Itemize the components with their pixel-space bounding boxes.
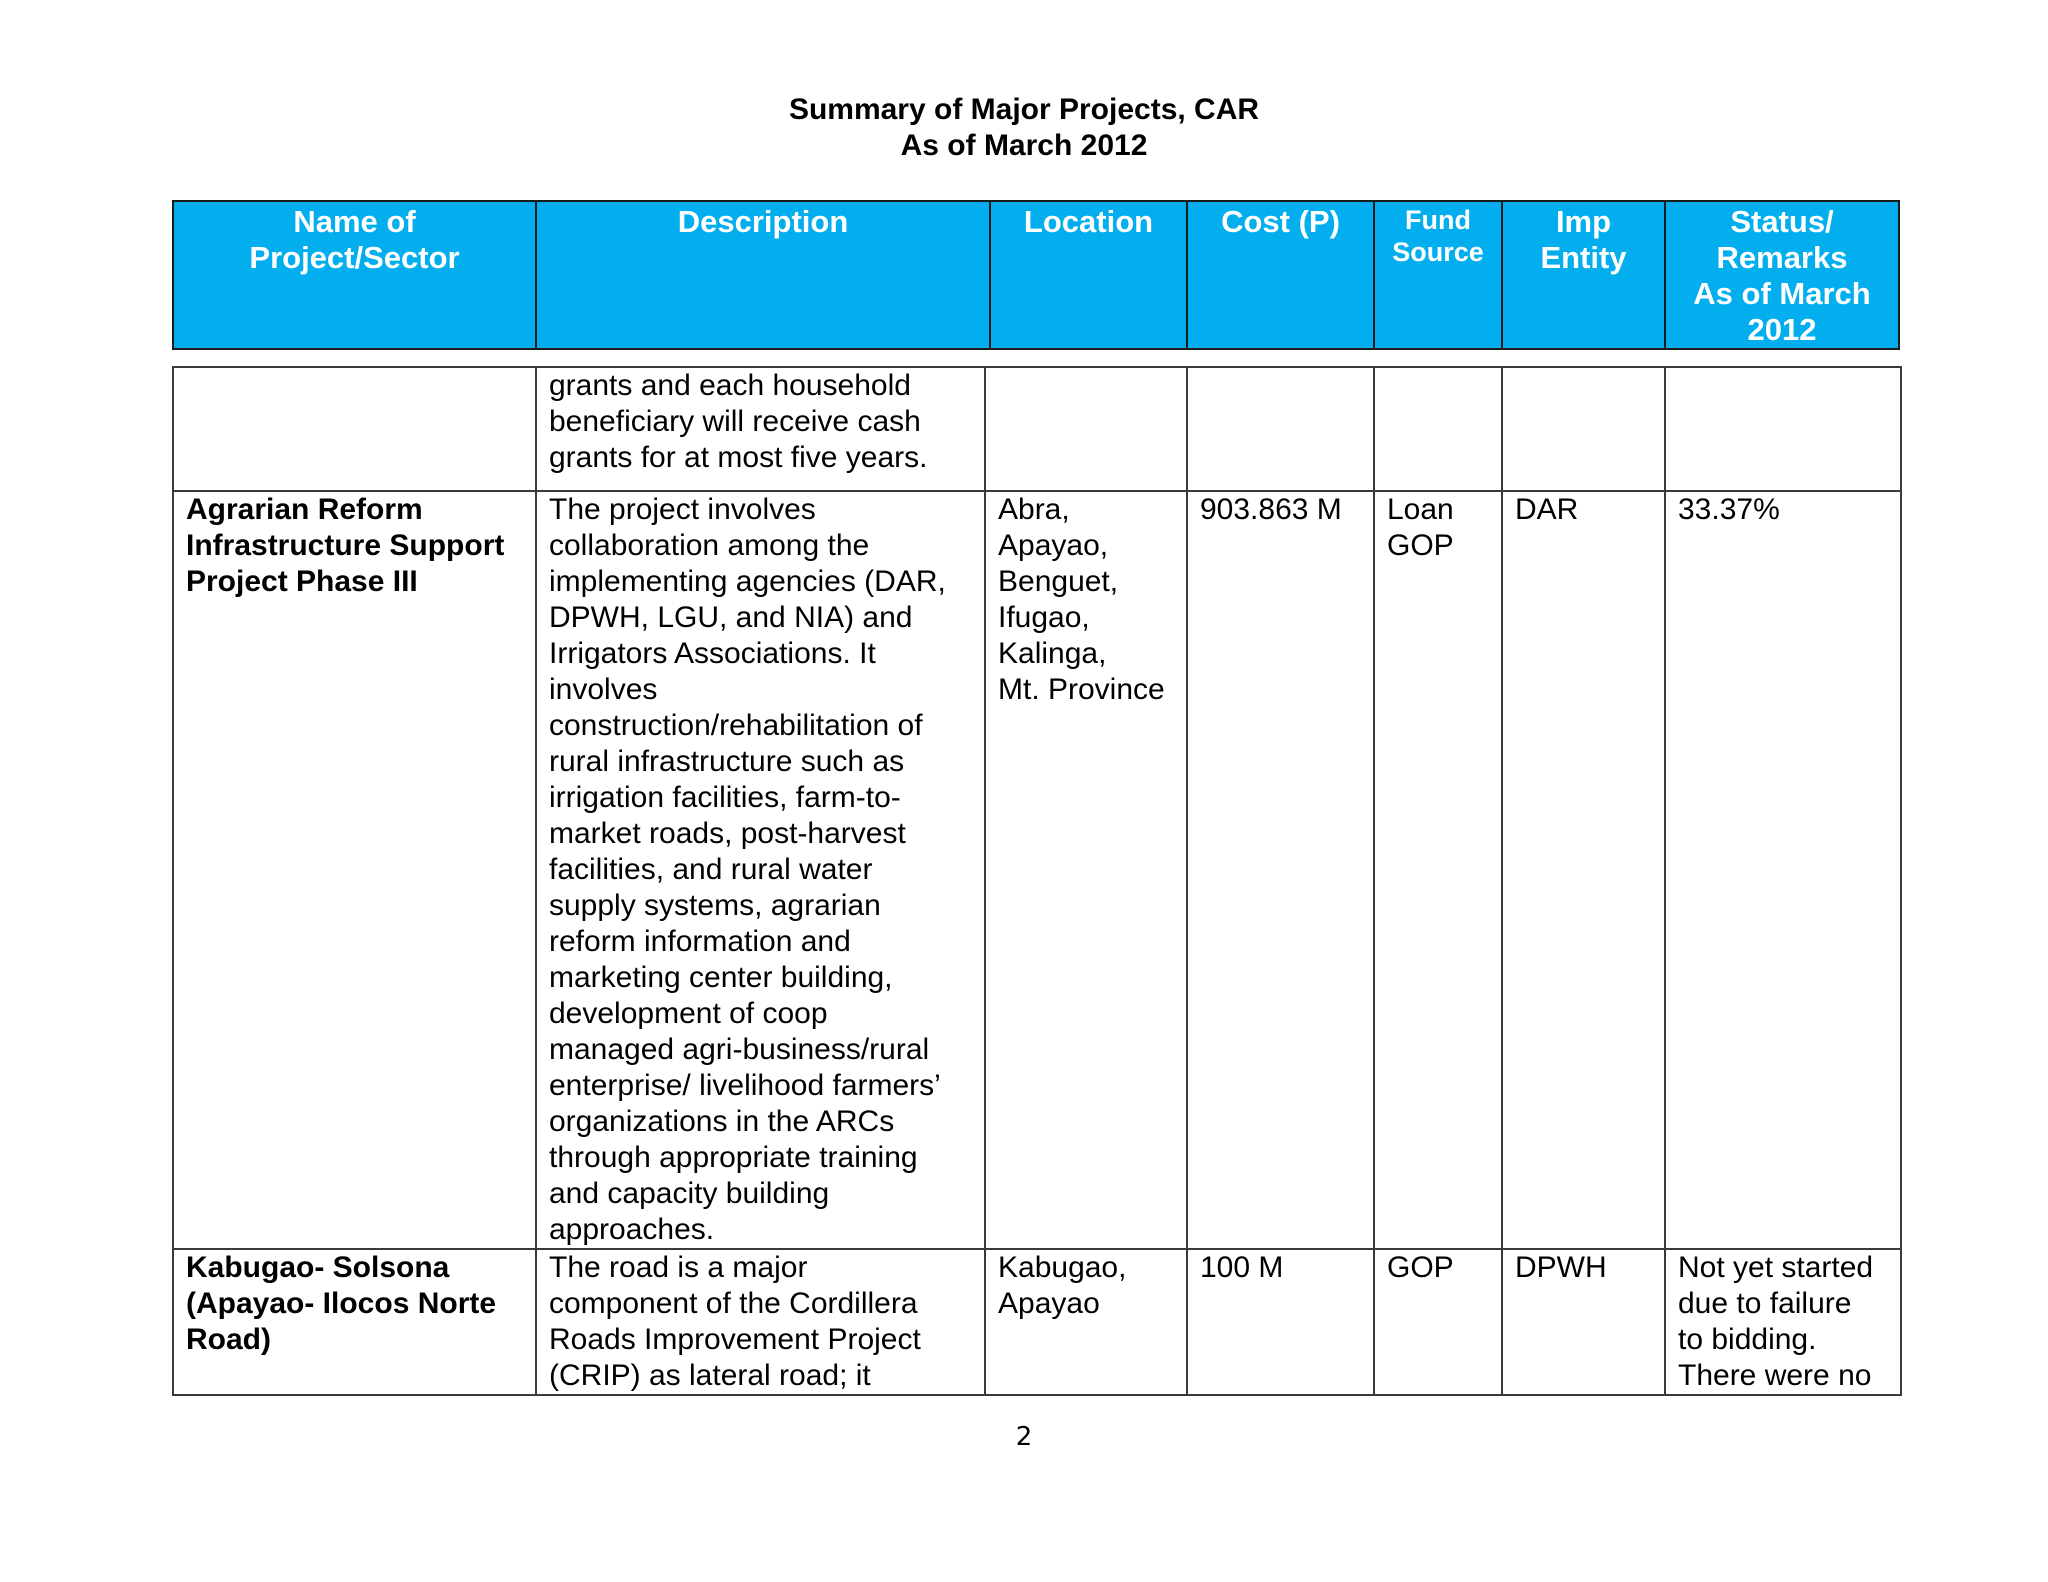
cell-description (536, 491, 985, 1249)
cell-line: to bidding. (1678, 1323, 1817, 1356)
cell-line: development of coop (549, 997, 828, 1030)
cell-line: 100 M (1200, 1251, 1284, 1284)
cell-cost (1187, 491, 1374, 1249)
cell-line: Kabugao, (998, 1251, 1127, 1284)
cell-name (173, 367, 536, 491)
table-row (173, 491, 1901, 1249)
header-cost: Cost (P) (1187, 201, 1374, 349)
cell-status (1665, 1249, 1901, 1395)
cell-status (1665, 367, 1901, 491)
cell-line: due to failure (1678, 1287, 1852, 1320)
cell-entity (1502, 491, 1665, 1249)
cell-line: managed agri-business/rural (549, 1033, 930, 1066)
cell-status (1665, 491, 1901, 1249)
header-name: Name of Project/Sector (173, 201, 536, 349)
page-number: 2 (1015, 1422, 1033, 1452)
header-imp-entity: Imp Entity (1502, 201, 1665, 349)
cell-line: component of the Cordillera (549, 1287, 918, 1320)
cell-location (985, 367, 1187, 491)
cell-description (536, 1249, 985, 1395)
cell-line: Mt. Province (998, 673, 1165, 706)
cell-cost (1187, 1249, 1374, 1395)
cell-name (173, 491, 536, 1249)
projects-table (172, 366, 1902, 1396)
cell-fund (1374, 367, 1502, 491)
cell-line: Kalinga, (998, 637, 1107, 670)
cell-line: Kabugao- Solsona (186, 1251, 450, 1284)
cell-line: Infrastructure Support (186, 529, 505, 562)
cell-line: Apayao (998, 1287, 1100, 1320)
cell-line: Irrigators Associations. It (549, 637, 876, 670)
cell-location (985, 491, 1187, 1249)
cell-line: irrigation facilities, farm-to- (549, 781, 901, 814)
cell-line: and capacity building (549, 1177, 830, 1210)
cell-line: Road) (186, 1323, 271, 1356)
cell-line: marketing center building, (549, 961, 893, 994)
cell-line: supply systems, agrarian (549, 889, 881, 922)
cell-line: Agrarian Reform (186, 493, 423, 526)
cell-line: grants and each household (549, 369, 911, 402)
header-description: Description (536, 201, 990, 349)
cell-fund (1374, 491, 1502, 1249)
cell-line: organizations in the ARCs (549, 1105, 895, 1138)
cell-line: collaboration among the (549, 529, 870, 562)
cell-name (173, 1249, 536, 1395)
title-line-2: As of March 2012 (900, 129, 1148, 162)
cell-description (536, 367, 985, 491)
cell-line: construction/rehabilitation of (549, 709, 923, 742)
cell-entity (1502, 1249, 1665, 1395)
header-status: Status/ Remarks As of March 2012 (1665, 201, 1899, 349)
cell-line: Benguet, (998, 565, 1119, 598)
cell-line: Roads Improvement Project (549, 1323, 921, 1356)
cell-line: market roads, post-harvest (549, 817, 906, 850)
cell-location (985, 1249, 1187, 1395)
table-row (173, 1249, 1901, 1395)
cell-fund (1374, 1249, 1502, 1395)
cell-line: through appropriate training (549, 1141, 918, 1174)
cell-line: 33.37% (1678, 493, 1780, 526)
header-fund-source: Fund Source (1374, 201, 1502, 349)
page-title (0, 92, 2048, 164)
cell-line: Not yet started (1678, 1251, 1874, 1284)
cell-line: enterprise/ livelihood farmers’ (549, 1069, 941, 1102)
cell-line: approaches. (549, 1213, 715, 1246)
cell-line: Abra, (998, 493, 1070, 526)
cell-line: The project involves (549, 493, 816, 526)
cell-line: grants for at most five years. (549, 441, 928, 474)
cell-line: reform information and (549, 925, 851, 958)
cell-line: Loan (1387, 493, 1454, 526)
cell-line: (Apayao- Ilocos Norte (186, 1287, 497, 1320)
cell-line: involves (549, 673, 658, 706)
cell-line: 903.863 M (1200, 493, 1342, 526)
cell-line: facilities, and rural water (549, 853, 873, 886)
cell-line: GOP (1387, 1251, 1454, 1284)
cell-line: Project Phase III (186, 565, 418, 598)
cell-line: implementing agencies (DAR, (549, 565, 946, 598)
cell-line: DPWH (1515, 1251, 1607, 1284)
cell-line: Ifugao, (998, 601, 1090, 634)
cell-line: There were no (1678, 1359, 1872, 1392)
cell-cost (1187, 367, 1374, 491)
cell-line: rural infrastructure such as (549, 745, 905, 778)
table-header (172, 200, 1900, 350)
table-row (173, 367, 1901, 491)
cell-line: The road is a major (549, 1251, 808, 1284)
title-line-1: Summary of Major Projects, CAR (788, 93, 1260, 126)
cell-entity (1502, 367, 1665, 491)
cell-line: (CRIP) as lateral road; it (549, 1359, 871, 1392)
cell-line: beneficiary will receive cash (549, 405, 921, 438)
cell-line: GOP (1387, 529, 1454, 562)
cell-line: DPWH, LGU, and NIA) and (549, 601, 913, 634)
cell-line: DAR (1515, 493, 1579, 526)
header-location: Location (990, 201, 1187, 349)
cell-line: Apayao, (998, 529, 1109, 562)
